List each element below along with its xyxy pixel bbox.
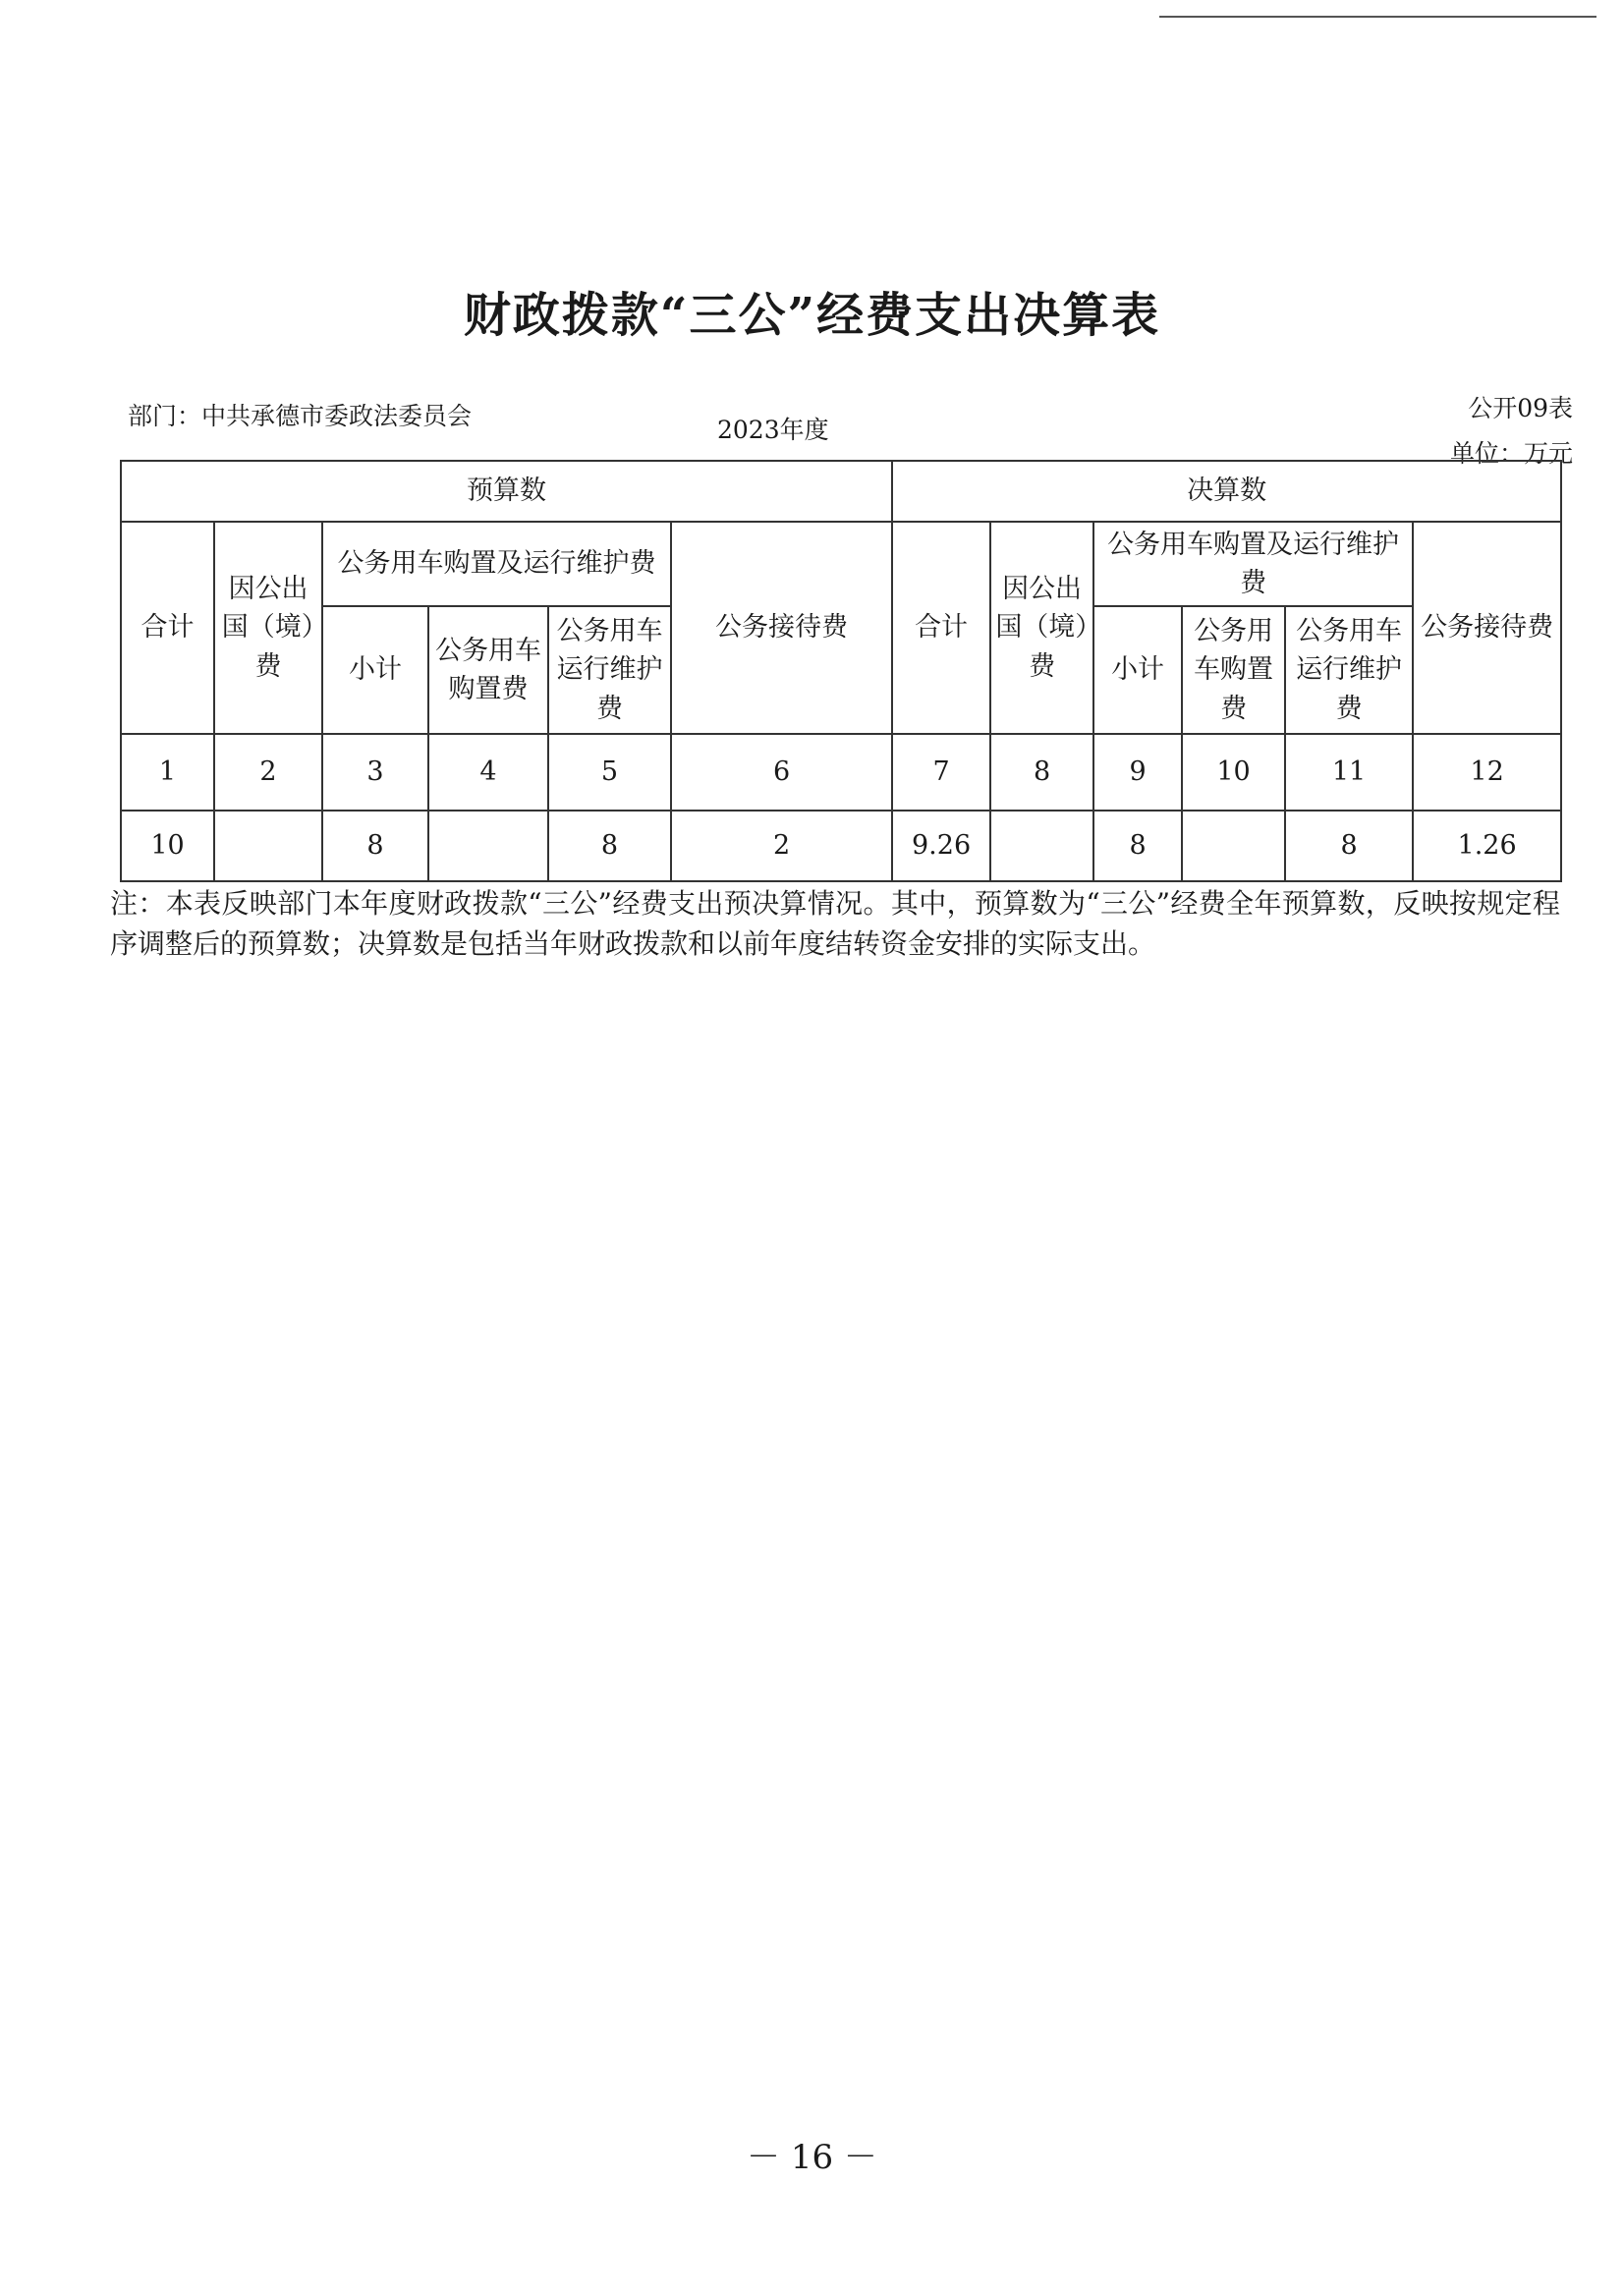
value-cell-final-vehicle-subtotal: 8 bbox=[1093, 811, 1182, 881]
final-group-header: 决算数 bbox=[892, 461, 1561, 522]
budget-abroad-header: 因公出国（境）费 bbox=[214, 522, 322, 734]
budget-total-header: 合计 bbox=[121, 522, 214, 734]
column-number-cell: 3 bbox=[322, 734, 428, 811]
value-cell-budget-total: 10 bbox=[121, 811, 214, 881]
column-number-cell: 12 bbox=[1413, 734, 1561, 811]
unit-label: 单位：万元 bbox=[1449, 439, 1573, 468]
budget-reception-header: 公务接待费 bbox=[671, 522, 892, 734]
header-row-categories bbox=[121, 522, 1561, 606]
column-number-cell: 6 bbox=[671, 734, 892, 811]
top-edge-rule bbox=[1159, 16, 1596, 18]
fiscal-year: 2023年度 bbox=[717, 416, 829, 444]
budget-vehicle-purchase-header: 公务用车购置费 bbox=[428, 606, 548, 734]
column-number-cell: 1 bbox=[121, 734, 214, 811]
final-total-header: 合计 bbox=[892, 522, 990, 734]
column-number-cell: 2 bbox=[214, 734, 322, 811]
column-number-cell: 8 bbox=[990, 734, 1093, 811]
final-vehicle-purchase-header: 公务用车购置费 bbox=[1182, 606, 1285, 734]
value-cell-budget-abroad bbox=[214, 811, 322, 881]
form-number: 公开09表 bbox=[1468, 394, 1573, 422]
column-number-cell: 11 bbox=[1285, 734, 1413, 811]
value-cell-final-vehicle-purchase bbox=[1182, 811, 1285, 881]
column-number-cell: 9 bbox=[1093, 734, 1182, 811]
page-number: － 16 － bbox=[747, 2138, 877, 2177]
budget-vehicle-subtotal-header: 小计 bbox=[322, 606, 428, 734]
header-row-groups bbox=[121, 461, 1561, 522]
table-footnote: 注：本表反映部门本年度财政拨款“三公”经费支出预决算情况。其中，预算数为“三公”经费全年预算数，反映按规定程序调整后的预算数；决算数是包括当年财政拨款和以前年度结转资金安排的实际支出。 bbox=[110, 887, 1560, 960]
value-row bbox=[121, 811, 1561, 881]
value-cell-budget-reception: 2 bbox=[671, 811, 892, 881]
value-cell-budget-vehicle-purchase bbox=[428, 811, 548, 881]
column-number-cell: 7 bbox=[892, 734, 990, 811]
final-vehicle-header: 公务用车购置及运行维护费 bbox=[1093, 522, 1413, 606]
final-reception-header: 公务接待费 bbox=[1413, 522, 1561, 734]
final-abroad-header: 因公出国（境）费 bbox=[990, 522, 1093, 734]
column-number-cell: 4 bbox=[428, 734, 548, 811]
column-number-cell: 5 bbox=[548, 734, 671, 811]
budget-vehicle-operation-header: 公务用车运行维护费 bbox=[548, 606, 671, 734]
value-cell-final-abroad bbox=[990, 811, 1093, 881]
value-cell-final-vehicle-operation: 8 bbox=[1285, 811, 1413, 881]
final-vehicle-subtotal-header: 小计 bbox=[1093, 606, 1182, 734]
column-number-cell: 10 bbox=[1182, 734, 1285, 811]
value-cell-budget-vehicle-subtotal: 8 bbox=[322, 811, 428, 881]
column-number-row bbox=[121, 734, 1561, 811]
budget-group-header: 预算数 bbox=[121, 461, 892, 522]
value-cell-final-total: 9.26 bbox=[892, 811, 990, 881]
department-label: 部门：中共承德市委政法委员会 bbox=[128, 402, 473, 430]
final-vehicle-operation-header: 公务用车运行维护费 bbox=[1285, 606, 1413, 734]
budget-vehicle-header: 公务用车购置及运行维护费 bbox=[322, 522, 671, 606]
value-cell-budget-vehicle-operation: 8 bbox=[548, 811, 671, 881]
value-cell-final-reception: 1.26 bbox=[1413, 811, 1561, 881]
three-public-expenses-table bbox=[120, 460, 1562, 882]
document-title: 财政拨款“三公”经费支出决算表 bbox=[463, 288, 1161, 343]
